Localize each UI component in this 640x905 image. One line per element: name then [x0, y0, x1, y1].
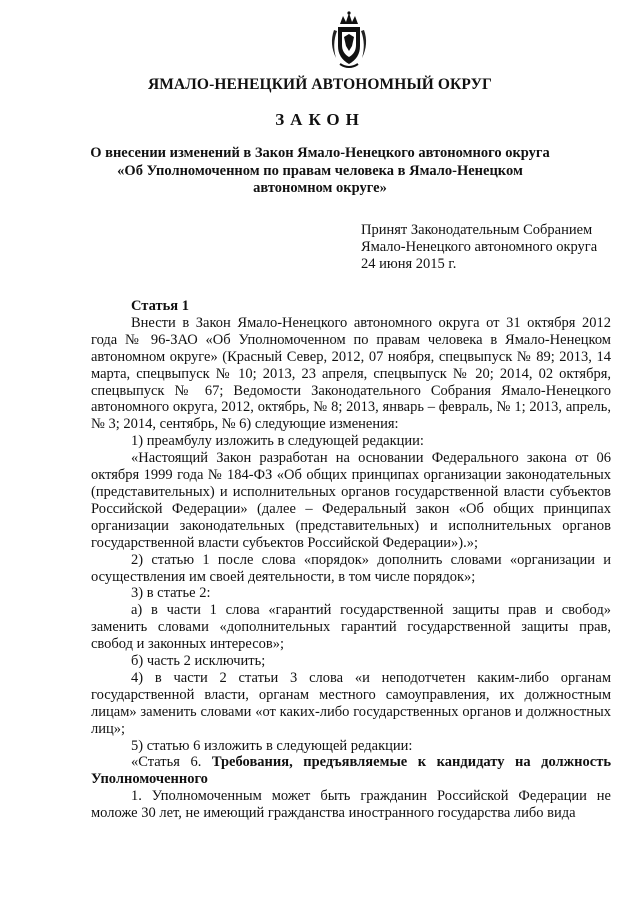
- paragraph: 3) в статье 2:: [131, 585, 211, 602]
- quoted-article-title: Требования, предъявляемые к кандидату на должность Уполномоченного: [91, 754, 611, 788]
- subject-line: автономном округе»: [253, 180, 387, 196]
- paragraph: а) в части 1 слова «гарантий государственной защиты прав и свобод» заменить словами «дополнительных гарантий государственной защиты прав, свобод и законных интересов»;: [91, 602, 611, 653]
- coat-of-arms-icon: [326, 10, 372, 70]
- subject-line: «Об Уполномоченном по правам человека в Ямало-Ненецком: [117, 162, 523, 179]
- article-title: Статья 1: [131, 298, 189, 314]
- adoption-line: Ямало-Ненецкого автономного округа: [361, 239, 598, 255]
- region-name: ЯМАЛО-НЕНЕЦКИЙ АВТОНОМНЫЙ ОКРУГ: [147, 76, 493, 93]
- paragraph: 4) в части 2 статьи 3 слова «и неподотчетен каким-либо органам государственной власти, органам местного самоуправления, их должностным лицам» заменить словами «от каких-либо государственных органов и должностных лиц»;: [91, 669, 611, 737]
- paragraph: 1) преамбулу изложить в следующей редакции:: [131, 433, 424, 450]
- adoption-note: [361, 222, 631, 273]
- adoption-date: 24 июня 2015 г.: [361, 256, 457, 272]
- adoption-line: Принят Законодательным Собранием: [361, 222, 593, 238]
- paragraph: 1. Уполномоченным может быть гражданин Российской Федерации не моложе 30 лет, не имеющий гражданства иностранного государства либо вида: [91, 788, 611, 822]
- quoted-article-number: «Статья 6.: [131, 754, 202, 771]
- subject-line: О внесении изменений в Закон Ямало-Ненецкого автономного округа: [90, 145, 550, 161]
- paragraph: 2) статью 1 после слова «порядок» дополнить словами «организации и осуществления им своей деятельности, в том числе порядок»;: [91, 551, 611, 585]
- law-body: [91, 298, 611, 822]
- paragraph: «Настоящий Закон разработан на основании Федерального закона от 06 октября 1999 года № 184-ФЗ «Об общих принципах организации законодательных (представительных) и исполнительных органов государственной власти субъектов Российской Федерации» (далее – Федеральный закон «Об общих принципах организации законодательных (представительных) и исполнительных органов государственной власти субъектов Российской Федерации»).»;: [91, 450, 611, 551]
- document-type: ЗАКОН: [275, 110, 365, 129]
- quoted-article-heading: [91, 754, 611, 788]
- paragraph: 5) статью 6 изложить в следующей редакции:: [131, 737, 413, 754]
- paragraph: б) часть 2 исключить;: [131, 653, 266, 670]
- law-subject: [90, 145, 550, 198]
- paragraph: Внести в Закон Ямало-Ненецкого автономного округа от 31 октября 2012 года № 96-ЗАО «Об Уполномоченном по правам человека в Ямало-Ненецком автономном округе» (Красный Север, 2012, 07 ноября, спецвыпуск № 89; 2013, 14 марта, спецвыпуск № 10; 2013, 23 апреля, спецвыпуск № 20; 2014, 02 октября, спецвыпуск № 67; Ведомости Законодательного Собрания Ямало-Ненецкого автономного округа, 2012, октябрь, № 8; 2013, январь – февраль, № 1; 2013, апрель, № 3; 2014, сентябрь, № 6) следующие изменения:: [91, 314, 611, 433]
